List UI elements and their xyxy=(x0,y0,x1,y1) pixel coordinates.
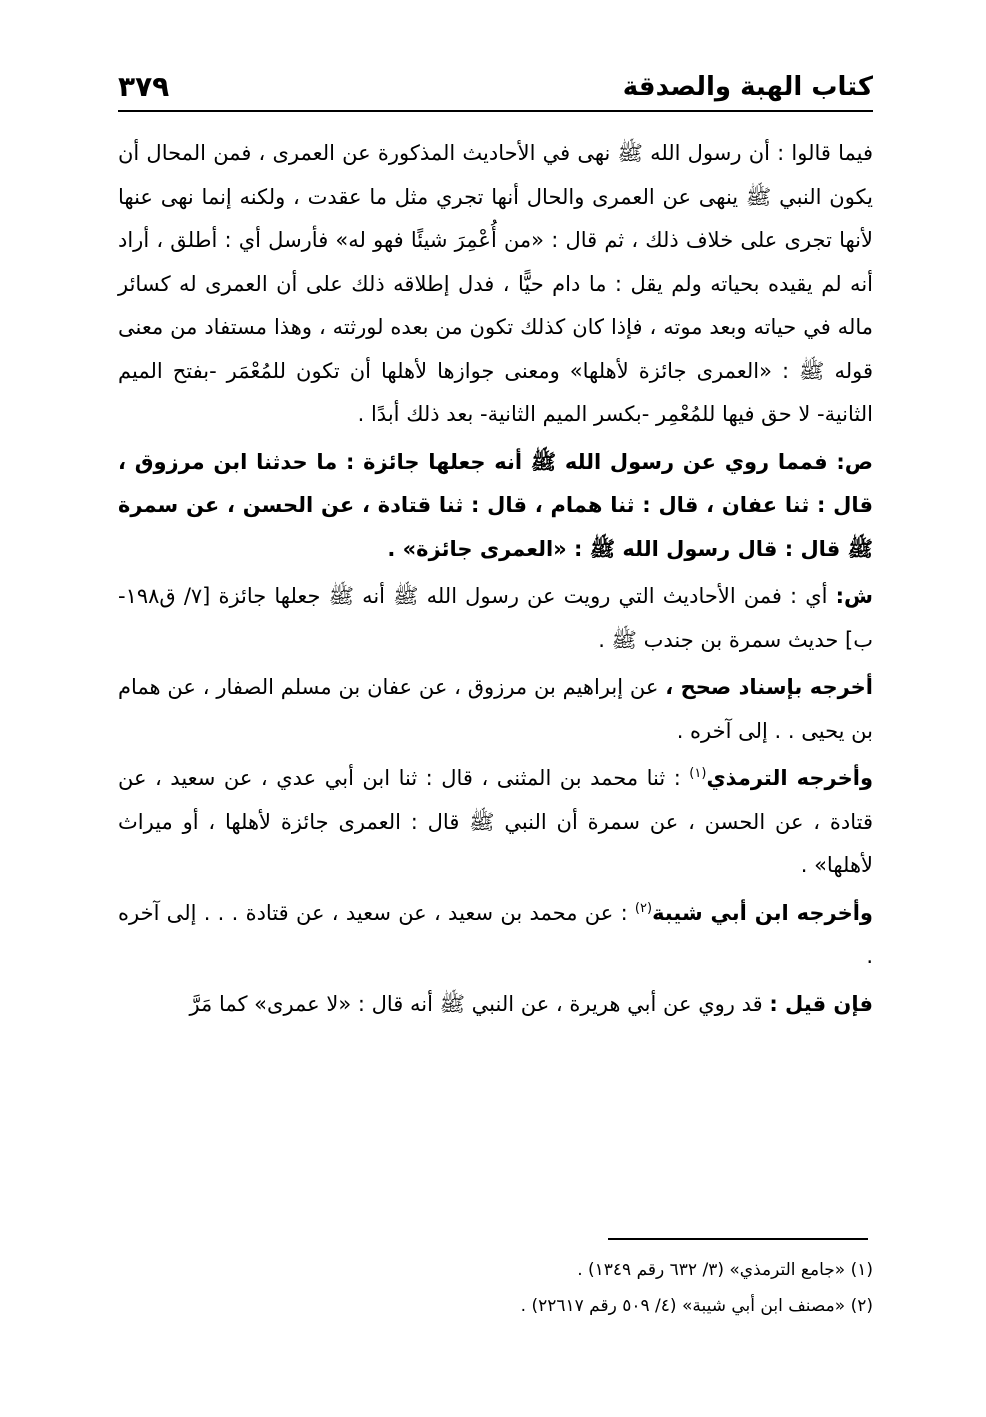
paragraph-3-lead: ش: xyxy=(835,584,873,608)
footnote-1: (١) «جامع الترمذي» (٣/ ٦٣٢ رقم ١٣٤٩) . xyxy=(577,1260,873,1280)
paragraph-6-text: : عن محمد بن سعيد ، عن سعيد ، عن قتادة . . . إلى آخره . xyxy=(118,900,873,968)
paragraph-7-text: قد روي عن أبي هريرة ، عن النبي ﷺ أنه قال : «لا عمرى» كما مَرَّ xyxy=(189,991,770,1016)
footnotes xyxy=(118,1252,873,1324)
paragraph-5-lead: وأخرجه الترمذي xyxy=(706,766,873,790)
footnote-2: (٢) «مصنف ابن أبي شيبة» (٤/ ٥٠٩ رقم ٢٢٦١٧) . xyxy=(520,1296,873,1316)
running-title: كتاب الهبة والصدقة xyxy=(622,72,873,102)
footnote-ref-2[interactable]: (٢) xyxy=(634,900,653,916)
paragraph-6 xyxy=(118,892,873,979)
paragraph-2-hadith: ص: فمما روي عن رسول الله ﷺ أنه جعلها جائزة : ما حدثنا ابن مرزوق ، قال : ثنا عفان ، قال : ثنا همام ، قال : ثنا قتادة ، عن الحسن ، عن سمرة ﷺ قال : قال رسول الله ﷺ : «العمرى جائزة» . xyxy=(118,449,873,561)
paragraph-1: فيما قالوا : أن رسول الله ﷺ نهى في الأحاديث المذكورة عن العمرى ، فمن المحال أن يكون النبي ﷺ ينهى عن العمرى والحال أنها تجري مثل ما عقدت ، ولكنه إنما نهى عنها لأنها تجرى على خلاف ذلك ، ثم قال : «من أُعْمِرَ شيئًا فهو له» فأرسل أي : أطلق ، أراد أنه لم يقيده بحياته ولم يقل : ما دام حيًّا ، فدل إطلاقه ذلك على أن العمرى له كسائر ماله في حياته وبعد موته ، فإذا كان كذلك تكون من بعده لورثته ، وهذا مستفاد من معنى قوله ﷺ : «العمرى جائزة لأهلها» ومعنى جوازها لأهلها أن تكون للمُعْمَر -بفتح الميم الثانية- لا حق فيها للمُعْمِر -بكسر الميم الثانية- بعد ذلك أبدًا . xyxy=(118,141,873,426)
paragraph-5 xyxy=(118,757,873,888)
paragraph-6-lead: وأخرجه ابن أبي شيبة xyxy=(652,900,873,925)
paragraph-3 xyxy=(118,575,873,662)
footnote-separator xyxy=(608,1238,868,1240)
paragraph-7-lead: فإن قيل : xyxy=(769,991,873,1016)
paragraph-7 xyxy=(118,983,873,1027)
page-number: ٣٧٩ xyxy=(118,70,170,103)
footnote-ref-1[interactable]: (١) xyxy=(689,766,707,781)
paragraph-4-text: عن إبراهيم بن مرزوق ، عن عفان بن مسلم الصفار ، عن همام بن يحيى . . إلى آخره . xyxy=(118,675,873,743)
paragraph-4 xyxy=(118,666,873,753)
paragraph-5-text: : ثنا محمد بن المثنى ، قال : ثنا ابن أبي عدي ، عن سعيد ، عن قتادة ، عن الحسن ، عن سمرة أن النبي ﷺ قال : العمرى جائزة لأهلها ، أو ميراث لأهلها» . xyxy=(118,766,873,877)
paragraph-4-lead: أخرجه بإسناد صحح ، xyxy=(665,675,873,699)
paragraph-3-text: أي : فمن الأحاديث التي رويت عن رسول الله ﷺ أنه ﷺ جعلها جائزة [٧/ ق١٩٨-ب] حديث سمرة بن جندب ﷺ . xyxy=(118,584,873,652)
page-header xyxy=(118,68,873,112)
body-text xyxy=(118,132,873,1026)
